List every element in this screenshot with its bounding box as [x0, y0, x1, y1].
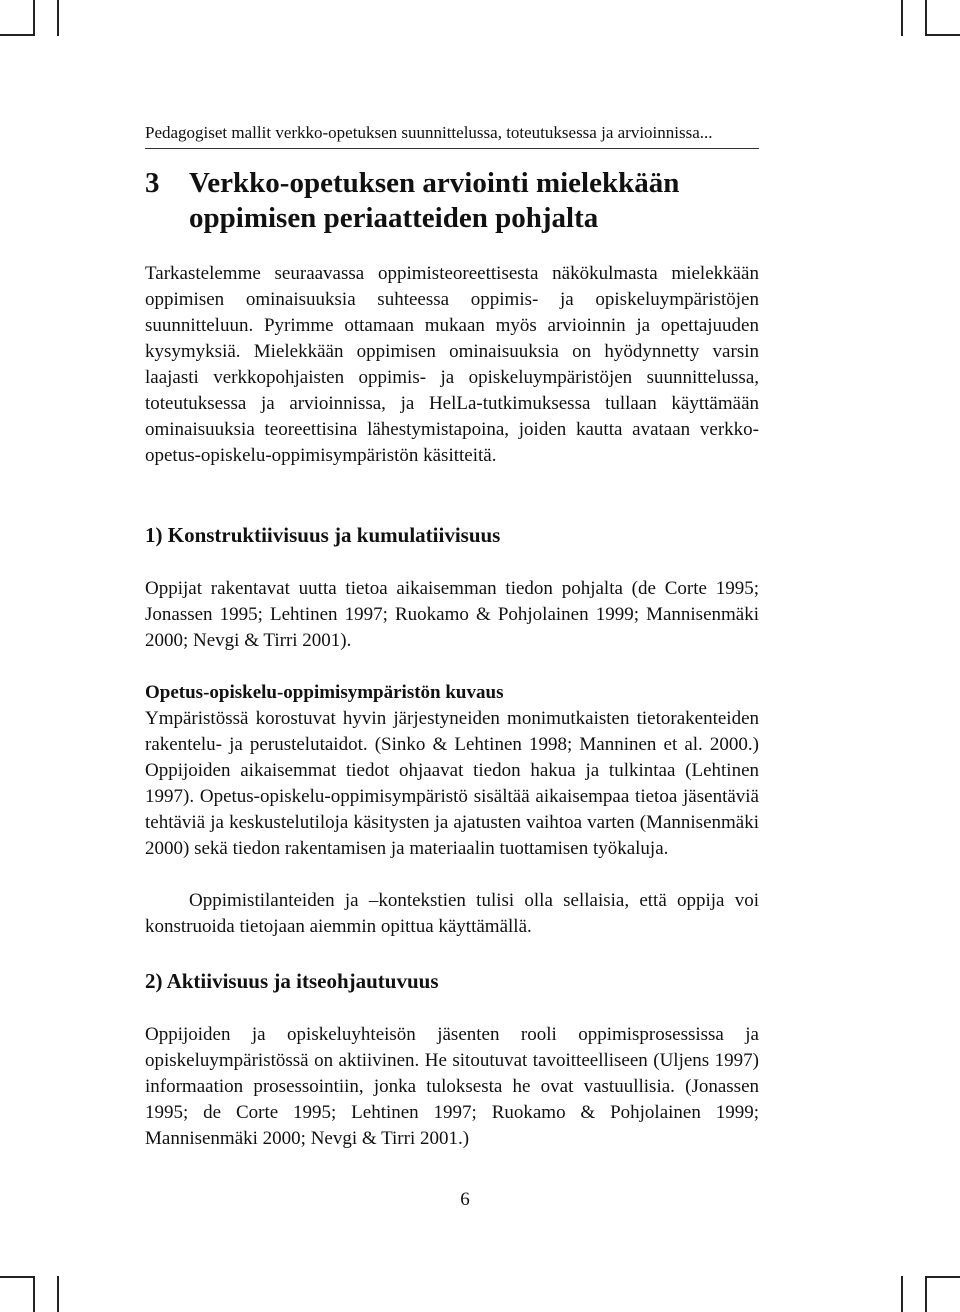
chapter-number: 3: [145, 167, 160, 199]
section-1-heading: 1) Konstruktiivisuus ja kumulatiivisuus: [145, 523, 501, 547]
environment-subheading: Opetus-opiskelu-oppimisympäristön kuvaus: [145, 682, 504, 703]
section-1-paragraph: Oppijat rakentavat uutta tietoa aikaisemman tiedon pohjalta (de Corte 1995; Jonassen 1995; Lehtinen 1997; Ruokamo & Pohjolainen 1999; Mannisenmäki 2000; Nevgi & Tirri 2001).: [145, 578, 759, 651]
crop-mark: [33, 1276, 35, 1312]
crop-mark: [57, 1276, 59, 1312]
environment-description: Ympäristössä korostuvat hyvin järjestyneiden monimutkaisten tietorakenteiden rakentelu- ja perustelutaidot. (Sinko & Lehtinen 1998; Manninen et al. 2000.) Oppijoiden aikaisemmat tiedot ohjaavat tiedon hakua ja tulkintaa (Lehtinen 1997). Opetus-opiskelu-oppimisympäristö sisältää aikaisempaa tietoa jäsentäviä tehtäviä ja keskustelutiloja käsitysten ja ajatusten vaihtoa varten (Mannisenmäki 2000) sekä tiedon rakentamisen ja materiaalin tuottamisen työkaluja.: [145, 708, 759, 859]
section-2-paragraph: Oppijoiden ja opiskeluyhteisön jäsenten rooli oppimisprosessissa ja opiskeluympäristössä on aktiivinen. He sitoutuvat tavoitteelliseen (Uljens 1997) informaation prosessointiin, jonka tuloksesta he ovat vastuullisia. (Jonassen 1995; de Corte 1995; Lehtinen 1997; Ruokamo & Pohjolainen 1999; Mannisenmäki 2000; Nevgi & Tirri 2001.): [145, 1024, 759, 1149]
page-number: 6: [460, 1189, 470, 1210]
chapter-heading: [145, 166, 759, 236]
crop-mark: [901, 1276, 903, 1312]
crop-mark: [925, 1276, 927, 1312]
crop-mark: [925, 0, 927, 36]
crop-mark: [901, 0, 903, 36]
crop-mark: [57, 0, 59, 36]
environment-description-2: Oppimistilanteiden ja –kontekstien tulisi olla sellaisia, että oppija voi konstruoida tietojaan aiemmin opittua käyttämällä.: [145, 890, 759, 937]
crop-mark: [925, 1276, 960, 1278]
running-head: Pedagogiset mallit verkko-opetuksen suunnittelussa, toteutuksessa ja arvioinnissa...: [145, 123, 759, 149]
chapter-title: Verkko-opetuksen arviointi mielekkään oppimisen periaatteiden pohjalta: [189, 167, 680, 234]
intro-paragraph: Tarkastelemme seuraavassa oppimisteoreettisesta näkökulmasta mielekkään oppimisen ominaisuuksia suhteessa oppimis- ja opiskeluympäristöjen suunnitteluun. Pyrimme ottamaan mukaan myös arvioinnin ja opettajuuden kysymyksiä. Mielekkään oppimisen ominaisuuksia on hyödynnetty varsin laajasti verkkopohjaisten oppimis- ja opiskeluympäristöjen suunnittelussa, toteutuksessa ja arvioinnissa, ja HelLa-tutkimuksessa tullaan käyttämään ominaisuuksia teoreettisina lähestymistapoina, joiden kautta avataan verkko-opetus-opiskelu-oppimisympäristön käsitteitä.: [145, 263, 759, 466]
crop-mark: [33, 0, 35, 36]
crop-mark: [925, 34, 960, 36]
crop-mark: [0, 34, 35, 36]
section-2-heading: 2) Aktiivisuus ja itseohjautuvuus: [145, 969, 439, 993]
crop-mark: [0, 1276, 35, 1278]
